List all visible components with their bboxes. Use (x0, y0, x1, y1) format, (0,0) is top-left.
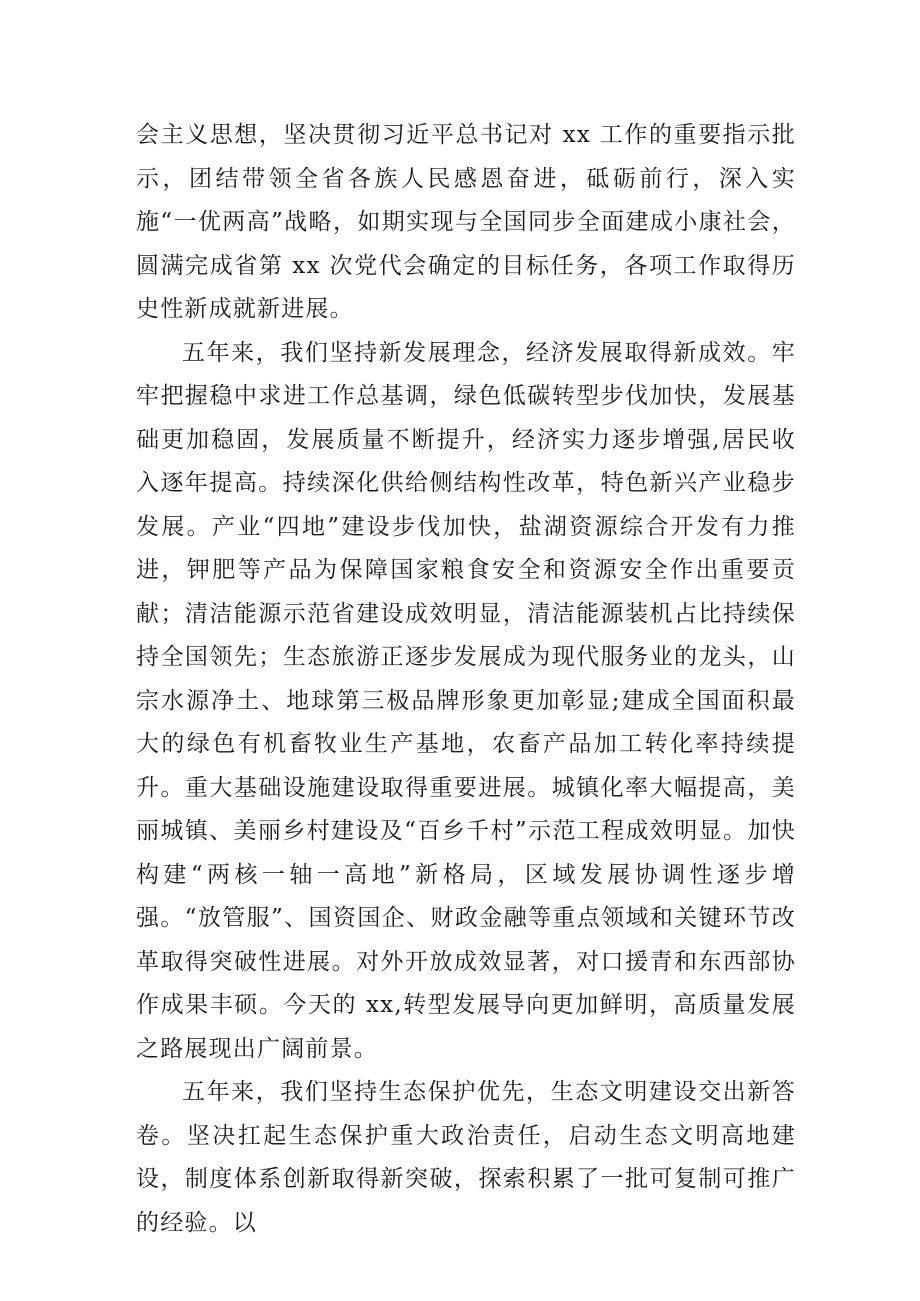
paragraph-1: 会主义思想，坚决贯彻习近平总书记对 xx 工作的重要指示批示，团结带领全省各族人民感恩奋进，砥砺前行，深入实施“一优两高”战略，如期实现与全国同步全面建成小康社会，圆满完成省第 xx 次党代会确定的目标任务，各项工作取得历史性新成就新进展。 (136, 122, 796, 322)
document-body (136, 114, 796, 1245)
paragraph-3: 五年来，我们坚持生态保护优先，生态文明建设交出新答卷。坚决扛起生态保护重大政治责任，启动生态文明高地建设，制度体系创新取得新突破，探索积累了一批可复制可推广的经验。以 (136, 1079, 796, 1236)
paragraph-2: 五年来，我们坚持新发展理念，经济发展取得新成效。牢牢把握稳中求进工作总基调，绿色低碳转型步伐加快，发展基础更加稳固，发展质量不断提升，经济实力逐步增强,居民收入逐年提高。持续深化供给侧结构性改革，特色新兴产业稳步发展。产业“四地”建设步伐加快，盐湖资源综合开发有力推进，钾肥等产品为保障国家粮食安全和资源安全作出重要贡献；清洁能源示范省建设成效明显，清洁能源装机占比持续保持全国领先；生态旅游正逐步发展成为现代服务业的龙头，山宗水源净土、地球第三极品牌形象更加彰显;建成全国面积最大的绿色有机畜牧业生产基地，农畜产品加工转化率持续提升。重大基础设施建设取得重要进展。城镇化率大幅提高，美丽城镇、美丽乡村建设及“百乡千村”示范工程成效明显。加快构建“两核一轴一高地”新格局，区域发展协调性逐步增强。“放管服”、国资国企、财政金融等重点领域和关键环节改革取得突破性进展。对外开放成效显著，对口援青和东西部协作成果丰硕。今天的 xx,转型发展导向更加鲜明，高质量发展之路展现出广阔前景。 (136, 339, 796, 1062)
